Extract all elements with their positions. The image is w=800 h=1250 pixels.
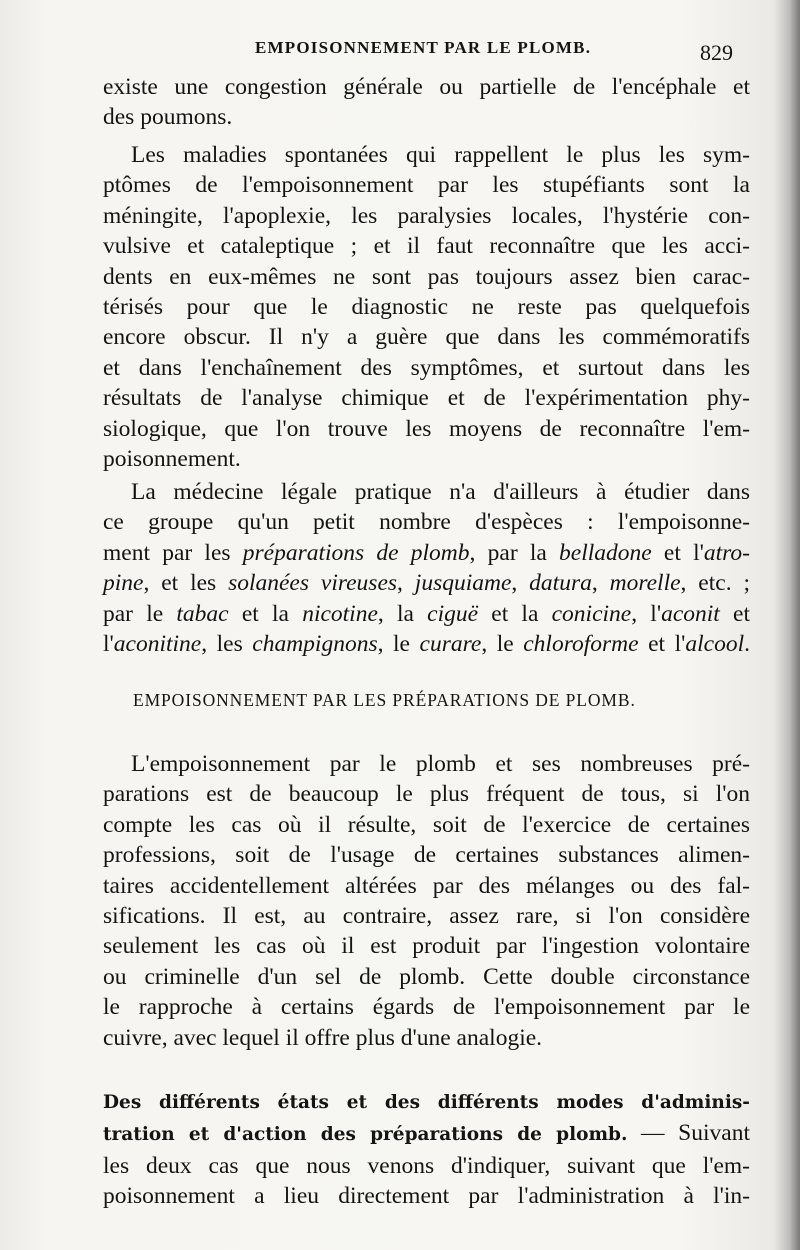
italic-term: curare bbox=[419, 631, 482, 658]
italic-term: ciguë bbox=[427, 600, 479, 627]
text-line: ce groupe qu'un petit nombre d'espèces : l'empoisonne- bbox=[103, 509, 750, 536]
subsection-heading: Des différents états et des différents modes d'adminis- bbox=[103, 1092, 750, 1113]
text-run: , par la bbox=[469, 539, 560, 566]
text-run: l' bbox=[103, 631, 114, 658]
text-line bbox=[103, 538, 750, 568]
text-line: L'empoisonnement par le plomb et ses nombreuses pré- bbox=[131, 751, 750, 777]
text-run: , la bbox=[377, 600, 428, 627]
italic-term: conicine bbox=[551, 600, 632, 627]
page-number: 829 bbox=[700, 40, 733, 65]
text-line bbox=[103, 1086, 750, 1118]
text-run: , bbox=[591, 570, 610, 597]
text-line: dents en eux-mêmes ne sont pas toujours assez bien carac- bbox=[103, 263, 750, 290]
italic-term: atro- bbox=[703, 539, 750, 566]
text-line bbox=[103, 1118, 750, 1150]
text-run: , etc. ; bbox=[680, 570, 750, 597]
text-run: — Suivant bbox=[627, 1120, 750, 1147]
text-run: , l' bbox=[631, 600, 662, 627]
text-line: ou criminelle d'un sel de plomb. Cette double circonstance bbox=[103, 963, 750, 990]
text-run: et la bbox=[228, 600, 303, 627]
italic-term: tabac bbox=[176, 600, 229, 627]
italic-term: préparations de plomb bbox=[242, 539, 470, 566]
paragraph-administration-modes bbox=[103, 1086, 750, 1212]
text-line: cuivre, avec lequel il offre plus d'une analogie. bbox=[103, 1024, 543, 1051]
section-heading: EMPOISONNEMENT PAR LES PRÉPARATIONS DE PLOMB. bbox=[133, 690, 636, 710]
text-run: . bbox=[744, 631, 750, 658]
text-line: siologique, que l'on trouve les moyens de reconnaître l'em- bbox=[103, 415, 750, 442]
italic-term: pine bbox=[103, 570, 144, 597]
text-line: des poumons. bbox=[103, 104, 233, 131]
text-line: La médecine légale pratique n'a d'ailleurs à étudier dans bbox=[131, 479, 750, 505]
page-edge-shadow bbox=[774, 0, 800, 1250]
text-line bbox=[103, 599, 750, 629]
italic-term: aconit bbox=[661, 600, 720, 627]
text-line: professions, soit de l'usage de certaines substances alimen- bbox=[103, 842, 750, 869]
text-run: par le bbox=[103, 600, 177, 627]
text-line: Les maladies spontanées qui rappellent le plus les sym- bbox=[131, 142, 750, 168]
text-line: existe une congestion générale ou partielle de l'encéphale et bbox=[103, 74, 750, 100]
paragraph-lead-poisoning-intro bbox=[103, 749, 750, 1053]
italic-term: jusquiame bbox=[414, 570, 512, 597]
paragraph-continuation bbox=[103, 72, 750, 133]
italic-term: alcool bbox=[685, 631, 745, 658]
text-line: vulsive et cataleptique ; et il faut reconnaître que les acci- bbox=[103, 233, 750, 260]
text-line: poisonnement a lieu directement par l'administration à l'in- bbox=[103, 1183, 750, 1210]
text-line bbox=[103, 568, 750, 598]
text-line: ptômes de l'empoisonnement par les stupéfiants sont la bbox=[103, 172, 750, 199]
text-line bbox=[103, 629, 750, 659]
text-line: poisonnement. bbox=[103, 446, 241, 473]
text-line: et dans l'enchaînement des symptômes, et surtout dans les bbox=[103, 354, 750, 381]
paragraph-differential-diagnosis bbox=[103, 140, 750, 474]
running-head: EMPOISONNEMENT PAR LE PLOMB. bbox=[255, 38, 592, 57]
italic-term: chloroforme bbox=[523, 631, 639, 658]
text-run: et la bbox=[478, 600, 552, 627]
italic-term: datura bbox=[529, 570, 592, 597]
text-line: le rapproche à certains égards de l'empoisonnement par le bbox=[103, 994, 750, 1021]
text-run: , le bbox=[481, 631, 524, 658]
subsection-heading: tration et d'action des préparations de plomb. bbox=[103, 1124, 628, 1146]
text-run: , les bbox=[201, 631, 253, 658]
text-run: , bbox=[397, 570, 415, 597]
text-line: encore obscur. Il n'y a guère que dans les commémoratifs bbox=[103, 324, 750, 351]
italic-term: morelle bbox=[609, 570, 681, 597]
text-run: et l' bbox=[638, 631, 686, 658]
text-line: taires accidentellement altérées par des mélanges ou des fal- bbox=[103, 872, 750, 899]
text-line: térisés pour que le diagnostic ne reste pas quelquefois bbox=[103, 294, 750, 321]
text-line: résultats de l'analyse chimique et de l'expérimentation phy- bbox=[103, 385, 750, 412]
text-run: , le bbox=[377, 631, 420, 658]
text-line: sifications. Il est, au contraire, assez rare, si l'on considère bbox=[103, 903, 750, 930]
paragraph-species-list bbox=[103, 477, 750, 659]
text-run: , bbox=[511, 570, 530, 597]
text-line: les deux cas que nous venons d'indiquer, suivant que l'em- bbox=[103, 1152, 750, 1179]
italic-term: belladone bbox=[559, 539, 652, 566]
text-line: seulement les cas où il est produit par l'ingestion volontaire bbox=[103, 933, 750, 960]
italic-term: champignons bbox=[252, 631, 378, 658]
text-line: méningite, l'apoplexie, les paralysies locales, l'hystérie con- bbox=[103, 202, 750, 229]
text-run: et bbox=[719, 600, 751, 627]
text-run: ment par les bbox=[103, 539, 243, 566]
text-line: parations est de beaucoup le plus fréquent de tous, si l'on bbox=[103, 781, 750, 808]
text-line: compte les cas où il résulte, soit de l'exercice de certaines bbox=[103, 811, 750, 838]
text-run: et l' bbox=[651, 539, 704, 566]
italic-term: nicotine bbox=[302, 600, 378, 627]
italic-term: aconitine bbox=[113, 631, 202, 658]
italic-term: solanées vireuses bbox=[228, 570, 398, 597]
text-run: , et les bbox=[143, 570, 229, 597]
